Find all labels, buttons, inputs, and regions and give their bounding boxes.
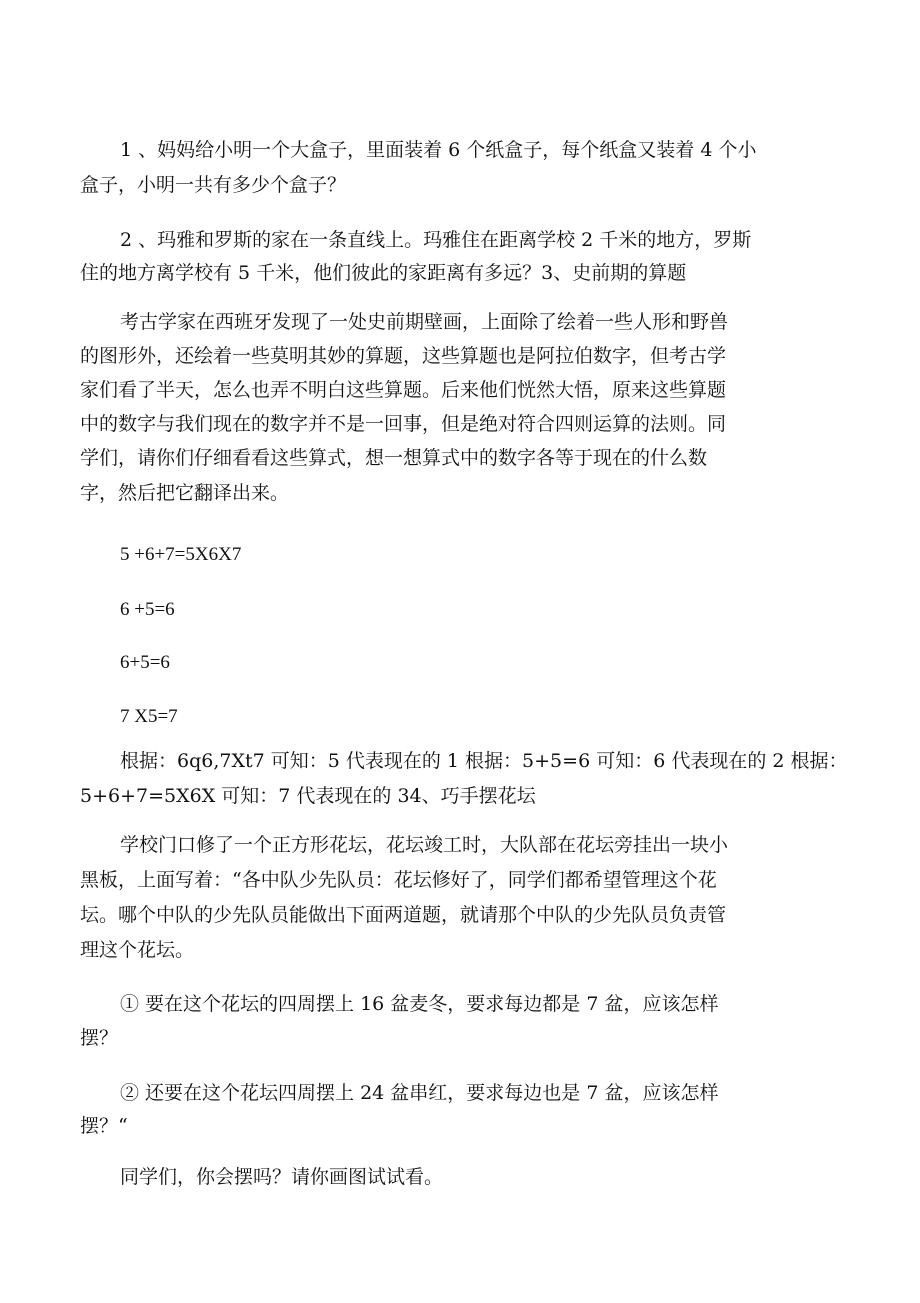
- question-1-line-1: ① 要在这个花坛的四周摆上 16 盆麦冬，要求每边都是 7 盆，应该怎样: [120, 993, 719, 1015]
- question-1-line-2: 摆？: [80, 1027, 119, 1049]
- equation-1: 5 +6+7=5X6X7: [120, 544, 242, 565]
- problem-1-line-2: 盒子，小明一共有多少个盒子？: [80, 174, 347, 196]
- equation-2: 6 +5=6: [120, 599, 175, 620]
- problem-2-line-1: 2 、玛雅和罗斯的家在一条直线上。玛雅住在距离学校 2 千米的地方，罗斯: [120, 229, 752, 251]
- equation-4: 7 X5=7: [120, 706, 178, 727]
- problem-3-paragraph-line-2: 的图形外，还绘着一些莫明其妙的算题，这些算题也是阿拉伯数字，但考古学: [80, 345, 727, 367]
- problem-3-paragraph-line-3: 家们看了半天，怎么也弄不明白这些算题。后来他们恍然大悟，原来这些算题: [80, 379, 727, 401]
- problem-3-paragraph-line-4: 中的数字与我们现在的数字并不是一回事，但是绝对符合四则运算的法则。同: [80, 413, 727, 435]
- problem-4-paragraph-line-4: 理这个花坛。: [80, 939, 195, 961]
- problem-3-paragraph-line-1: 考古学家在西班牙发现了一处史前期壁画，上面除了绘着一些人形和野兽: [120, 311, 729, 333]
- answer-line-1: 根据：6q6,7Xt7 可知：5 代表现在的 1 根据：5+5=6 可知：6 代表现在的 2 根据：: [120, 750, 848, 772]
- question-2-line-2: 摆？“: [80, 1115, 128, 1137]
- problem-3-paragraph-line-5: 学们，请你们仔细看看这些算式，想一想算式中的数字各等于现在的什么数: [80, 447, 708, 469]
- answer-line-2: 5+6+7=5X6X 可知：7 代表现在的 34、巧手摆花坛: [80, 785, 536, 807]
- problem-2-line-2: 住的地方离学校有 5 千米，他们彼此的家距离有多远？3、史前期的算题: [80, 262, 687, 284]
- problem-1-line-1: 1 、妈妈给小明一个大盒子，里面装着 6 个纸盒子，每个纸盒又装着 4 个小: [120, 139, 757, 161]
- equation-3: 6+5=6: [120, 652, 170, 673]
- problem-4-paragraph-line-2: 黑板，上面写着：“各中队少先队员：花坛修好了，同学们都希望管理这个花: [80, 869, 717, 891]
- problem-4-paragraph-line-1: 学校门口修了一个正方形花坛，花坛竣工时，大队部在花坛旁挂出一块小: [120, 834, 729, 856]
- problem-3-paragraph-line-6: 字，然后把它翻译出来。: [80, 482, 290, 504]
- problem-4-paragraph-line-3: 坛。哪个中队的少先队员能做出下面两道题，就请那个中队的少先队员负责管: [80, 904, 727, 926]
- question-2-line-1: ② 还要在这个花坛四周摆上 24 盆串红，要求每边也是 7 盆，应该怎样: [120, 1082, 719, 1104]
- closing-line: 同学们，你会摆吗？请你画图试试看。: [120, 1166, 444, 1188]
